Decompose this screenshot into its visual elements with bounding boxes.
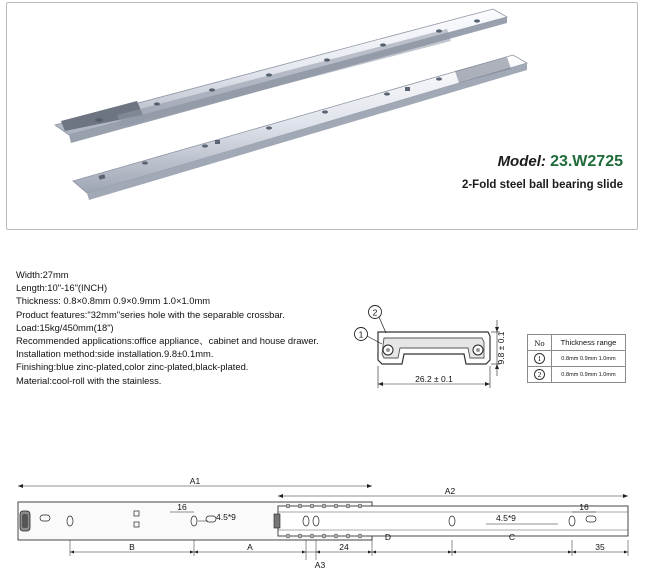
slot-label-right: 4.5*9: [496, 513, 516, 523]
inner-rail-body: [278, 506, 628, 536]
dim-c: C: [508, 532, 516, 542]
row-number-cell: [528, 351, 552, 367]
dim-d: D: [384, 532, 392, 542]
technical-drawing: [10, 476, 638, 572]
header-thickness-range: Thickness range: [552, 335, 626, 351]
thickness-table: [527, 334, 626, 383]
thickness-table-header: [528, 335, 626, 351]
spec-load: Load:15kg/450mm(18"): [16, 321, 114, 333]
profile-height-dimension: 9.8 ± 0.1: [496, 331, 506, 365]
profile-section-drawing: [348, 302, 508, 398]
model-label: Model:: [497, 153, 546, 170]
dim-a1: A1: [189, 476, 201, 486]
table-row: [528, 351, 626, 367]
spec-length: Length:10"-16"(INCH): [16, 282, 108, 294]
row-number-1: 1: [534, 353, 545, 364]
row-thickness-values: 0.8mm 0.9mm 1.0mm: [552, 351, 626, 367]
spec-applications: Recommended applications:office appliance、cabinet and house drawer.: [16, 335, 319, 347]
profile-width-dimension: 26.2 ± 0.1: [415, 374, 453, 384]
dim-24: 24: [339, 542, 349, 552]
dim-16-right: 16: [579, 502, 589, 512]
product-panel: [6, 2, 638, 230]
row-number-cell: [528, 367, 552, 383]
dim-a: A: [247, 542, 253, 552]
slot-label-left: 4.5*9: [216, 512, 236, 522]
model-code: 23.W2725: [550, 153, 623, 170]
separable-crossbar: [274, 514, 280, 528]
dim-a3: A3: [314, 560, 326, 570]
product-photo: [7, 3, 638, 230]
spec-installation: Installation method:side installation.9.8±0.1mm.: [16, 348, 214, 360]
dim-a2: A2: [444, 486, 456, 496]
spec-finishing: Finishing:blue zinc-plated,color zinc-plated,black-plated.: [16, 361, 249, 373]
spec-list: [16, 268, 346, 387]
spec-material: Material:cool-roll with the stainless.: [16, 374, 162, 386]
spec-width: Width:27mm: [16, 269, 69, 280]
dim-b: B: [129, 542, 135, 552]
dim-35: 35: [595, 542, 605, 552]
callout-1-label: 1: [358, 329, 364, 340]
spec-thickness: Thickness: 0.8×0.8mm 0.9×0.9mm 1.0×1.0mm: [16, 295, 211, 307]
dim-16-left: 16: [177, 502, 187, 512]
spec-features: Product features:"32mm"series hole with the separable crossbar.: [16, 308, 285, 320]
callout-2-label: 2: [372, 307, 378, 318]
header-no: No: [528, 335, 552, 351]
table-row: [528, 367, 626, 383]
model-heading: [498, 153, 623, 171]
product-subtitle: 2-Fold steel ball bearing slide: [461, 179, 623, 191]
row-thickness-values: 0.8mm 0.9mm 1.0mm: [552, 367, 626, 383]
inner-rail-profile: [382, 338, 484, 358]
row-number-2: 2: [534, 369, 545, 380]
